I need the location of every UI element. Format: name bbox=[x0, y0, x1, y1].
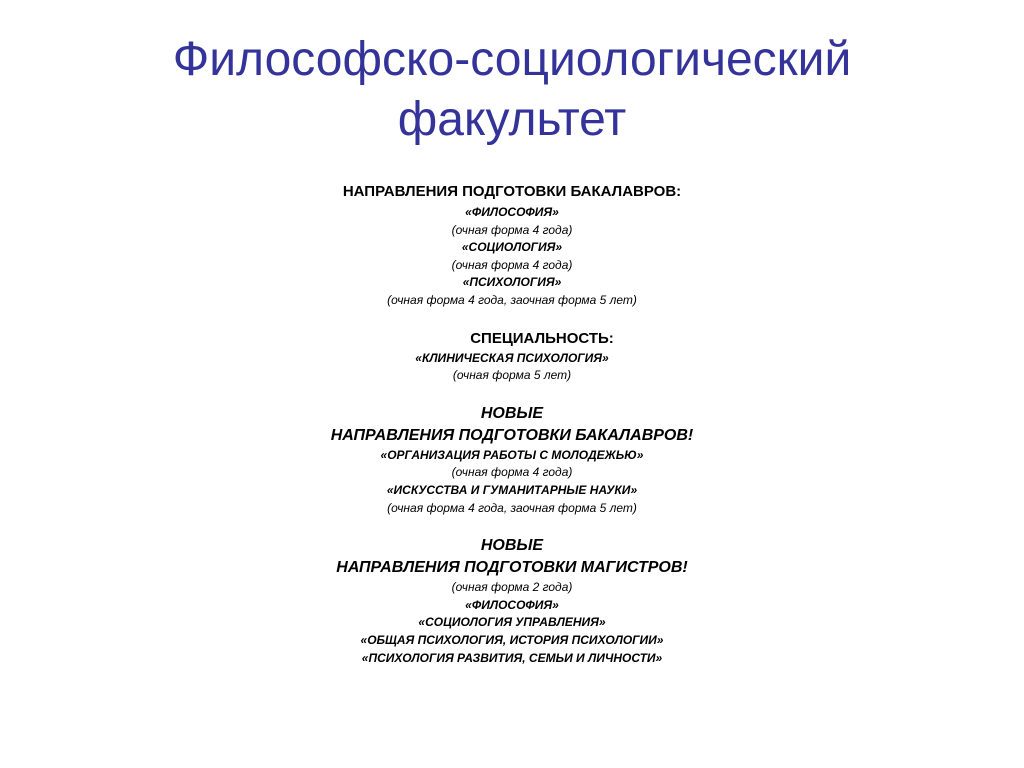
new-bachelor-program-form: (очная форма 4 года, заочная форма 5 лет) bbox=[387, 500, 637, 515]
new-bachelor-program-name: «ИСКУССТВА И ГУМАНИТАРНЫЕ НАУКИ» bbox=[386, 482, 638, 497]
bachelor-section bbox=[0, 180, 1024, 310]
new-master-heading-2: НАПРАВЛЕНИЯ ПОДГОТОВКИ МАГИСТРОВ! bbox=[336, 559, 688, 577]
new-bachelor-program-name: «ОРГАНИЗАЦИЯ РАБОТЫ С МОЛОДЕЖЬЮ» bbox=[380, 447, 644, 462]
slide-title bbox=[0, 30, 1024, 150]
new-bachelor-heading-2: НАПРАВЛЕНИЯ ПОДГОТОВКИ БАКАЛАВРОВ! bbox=[330, 426, 694, 444]
bachelor-heading: НАПРАВЛЕНИЯ ПОДГОТОВКИ БАКАЛАВРОВ: bbox=[342, 183, 682, 200]
bachelor-program-name: «СОЦИОЛОГИЯ» bbox=[461, 240, 563, 255]
new-master-program-name: «ФИЛОСОФИЯ» bbox=[465, 597, 559, 612]
new-master-heading-1: НОВЫЕ bbox=[480, 537, 544, 555]
spacer bbox=[0, 385, 1024, 403]
new-bachelor-heading-1: НОВЫЕ bbox=[480, 404, 544, 422]
bachelor-program-name: «ПСИХОЛОГИЯ» bbox=[462, 275, 562, 290]
bachelor-program-form: (очная форма 4 года) bbox=[451, 222, 573, 237]
new-master-program-name: «СОЦИОЛОГИЯ УПРАВЛЕНИЯ» bbox=[418, 615, 606, 630]
new-master-form: (очная форма 2 года) bbox=[451, 580, 573, 595]
new-bachelor-section bbox=[0, 403, 1024, 517]
slide-body bbox=[0, 180, 1024, 667]
specialty-name: «КЛИНИЧЕСКАЯ ПСИХОЛОГИЯ» bbox=[415, 350, 609, 365]
new-master-program-name: «ПСИХОЛОГИЯ РАЗВИТИЯ, СЕМЬИ И ЛИЧНОСТИ» bbox=[361, 650, 663, 665]
bachelor-program-form: (очная форма 4 года) bbox=[451, 257, 573, 272]
new-master-section bbox=[0, 535, 1024, 667]
bachelor-program-name: «ФИЛОСОФИЯ» bbox=[465, 205, 559, 219]
spacer bbox=[0, 310, 1024, 328]
spacer bbox=[0, 517, 1024, 535]
title-line-2: факультет bbox=[397, 93, 627, 146]
bachelor-program-form: (очная форма 4 года, заочная форма 5 лет) bbox=[387, 292, 637, 307]
title-line-1: Философско-социологический bbox=[172, 33, 852, 86]
new-bachelor-program-form: (очная форма 4 года) bbox=[451, 465, 573, 480]
specialty-form: (очная форма 5 лет) bbox=[452, 368, 572, 383]
new-master-program-name: «ОБЩАЯ ПСИХОЛОГИЯ, ИСТОРИЯ ПСИХОЛОГИИ» bbox=[360, 632, 664, 647]
specialty-heading: СПЕЦИАЛЬНОСТЬ: bbox=[470, 329, 614, 347]
specialty-section bbox=[0, 328, 1024, 385]
